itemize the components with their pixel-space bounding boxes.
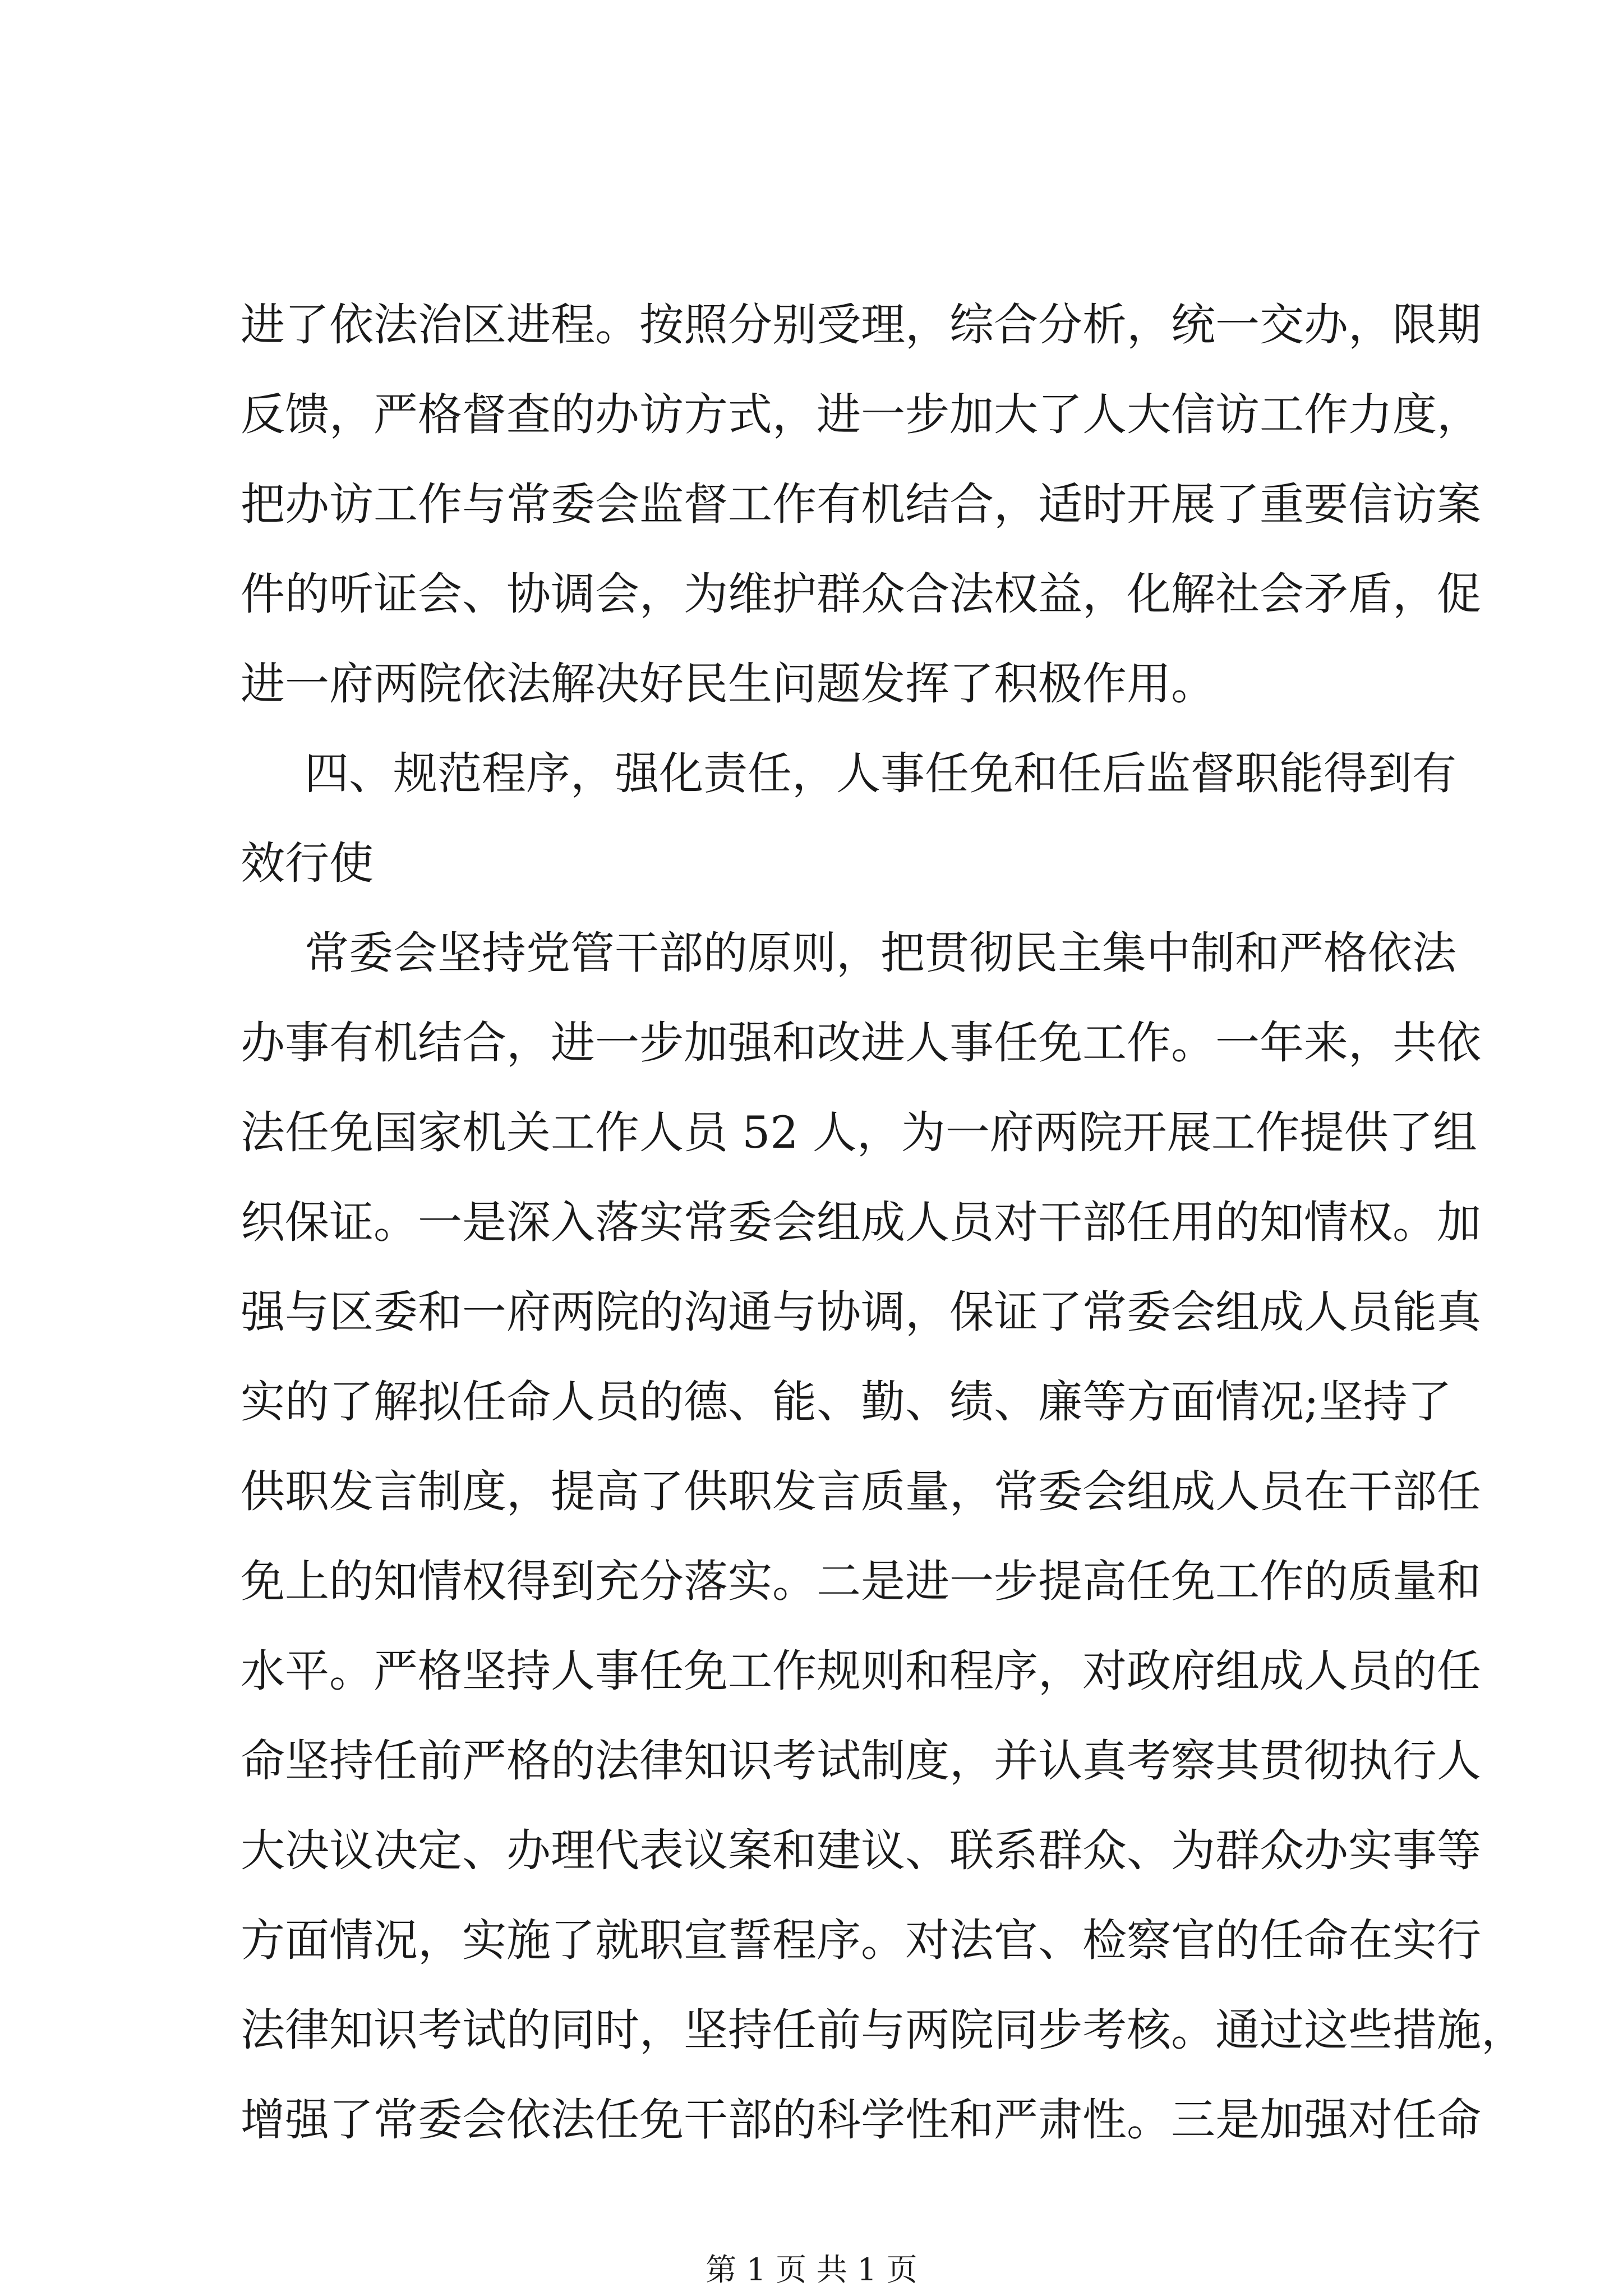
text-line: 免上的知情权得到充分落实。二是进一步提高任免工作的质量和 bbox=[241, 1556, 1481, 1607]
text-line: 常委会坚持党管干部的原则，把贯彻民主集中制和严格依法 bbox=[305, 927, 1456, 979]
section-heading-line: 四、规范程序，强化责任，人事任免和任后监督职能得到有 bbox=[305, 748, 1456, 799]
text-line: 办事有机结合，进一步加强和改进人事任免工作。一年来，共依 bbox=[241, 1017, 1481, 1069]
text-line: 增强了常委会依法任免干部的科学性和严肃性。三是加强对任命 bbox=[241, 2094, 1481, 2146]
text-line: 大决议决定、办理代表议案和建议、联系群众、为群众办实事等 bbox=[241, 1825, 1481, 1876]
section-heading-line: 效行使 bbox=[241, 838, 374, 889]
text-line: 进一府两院依法解决好民生问题发挥了积极作用。 bbox=[241, 658, 1215, 710]
text-line: 强与区委和一府两院的沟通与协调，保证了常委会组成人员能真 bbox=[241, 1286, 1481, 1338]
text-line: 反馈，严格督查的办访方式，进一步加大了人大信访工作力度， bbox=[241, 389, 1481, 440]
text-line: 水平。严格坚持人事任免工作规则和程序，对政府组成人员的任 bbox=[241, 1645, 1481, 1697]
text-line: 法律知识考试的同时，坚持任前与两院同步考核。通过这些措施， bbox=[241, 2004, 1525, 2056]
text-line: 法任免国家机关工作人员 52 人，为一府两院开展工作提供了组 bbox=[241, 1107, 1477, 1158]
page-footer: 第 1 页 共 1 页 bbox=[706, 2252, 917, 2288]
text-line: 件的听证会、协调会，为维护群众合法权益，化解社会矛盾，促 bbox=[241, 568, 1481, 620]
text-line: 方面情况，实施了就职宣誓程序。对法官、检察官的任命在实行 bbox=[241, 1915, 1481, 1966]
text-line: 命坚持任前严格的法律知识考试制度，并认真考察其贯彻执行人 bbox=[241, 1735, 1481, 1787]
text-line: 实的了解拟任命人员的德、能、勤、绩、廉等方面情况;坚持了 bbox=[241, 1376, 1452, 1428]
text-line: 织保证。一是深入落实常委会组成人员对干部任用的知情权。加 bbox=[241, 1197, 1481, 1248]
text-line: 进了依法治区进程。按照分别受理，综合分析，统一交办，限期 bbox=[241, 299, 1481, 351]
text-line: 把办访工作与常委会监督工作有机结合，适时开展了重要信访案 bbox=[241, 478, 1481, 530]
text-line: 供职发言制度，提高了供职发言质量，常委会组成人员在干部任 bbox=[241, 1466, 1481, 1517]
